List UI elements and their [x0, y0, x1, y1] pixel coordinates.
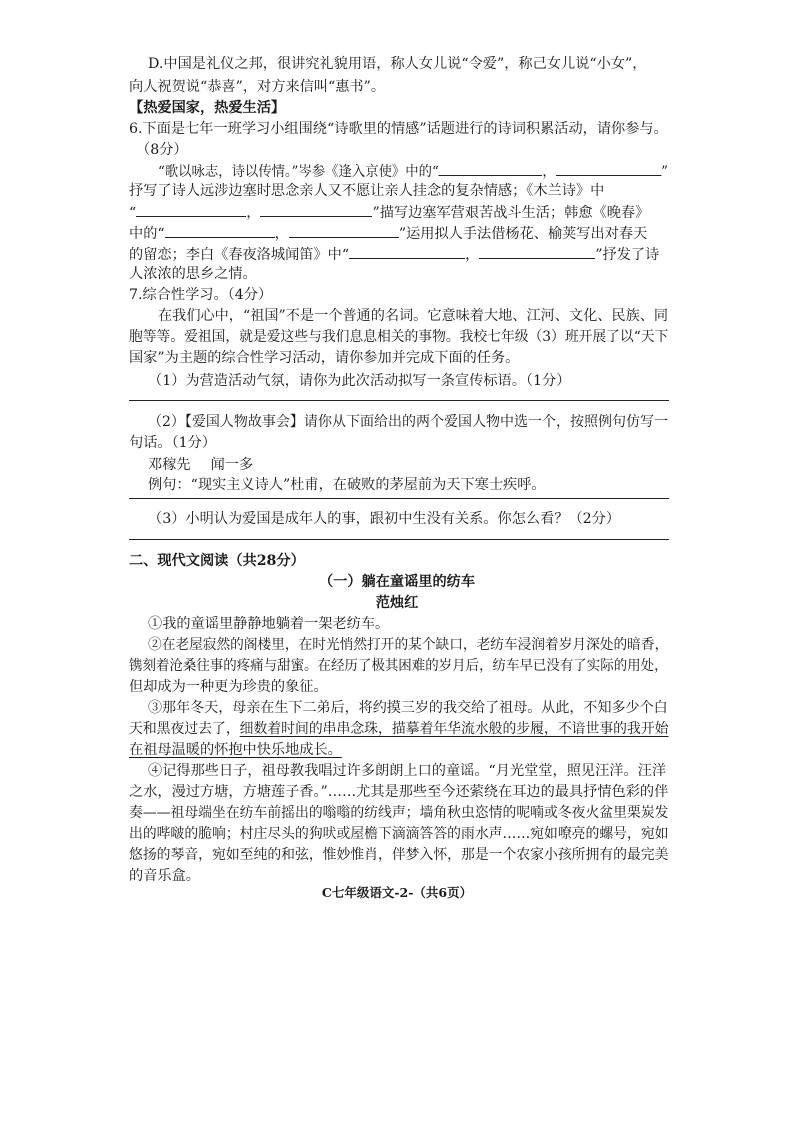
- paragraph-3-text: 天和黑夜过去了，: [129, 721, 240, 737]
- q5-option-d-line2: 向人祝贺说“恭喜”，对方来信叫“惠书”。: [129, 79, 386, 95]
- page-footer: C七年级语文-2-（共6页）: [321, 885, 473, 900]
- answer-blank[interactable]: [556, 163, 661, 176]
- answer-blank[interactable]: [136, 204, 246, 217]
- paragraph-4-line1: ④记得那些日子，祖母教我唱过许多朗朗上口的童谣。“月光堂堂，照见汪洋。汪洋: [148, 763, 667, 779]
- q6-line6: 人浓浓的思乡之情。: [129, 266, 257, 282]
- paragraph-3-line2: [129, 722, 669, 736]
- underlined-sentence: 细数着时间的串串念珠，描摹着年华流水般的步履，不谙世事的我开始: [239, 721, 669, 737]
- answer-blank[interactable]: [165, 225, 275, 238]
- q6-points: （8分）: [136, 142, 188, 158]
- q7-example: 例句：“现实主义诗人”杜甫，在破败的茅屋前为天下寒士疾呼。: [148, 477, 546, 493]
- q6-line4-text-b: ”运用拟人手法借杨花、榆荚写出对春天: [398, 226, 648, 242]
- comma: ，: [246, 205, 261, 221]
- q6-line5-text-a: 的留恋；李白《春夜洛城闻笛》中“: [129, 247, 350, 263]
- paragraph-4-line2: 之水，漫过方塘，方塘莲子香。”……尤其是那些至今还萦绕在耳边的最具抒情色彩的伴: [129, 784, 669, 800]
- answer-blank[interactable]: [349, 246, 465, 259]
- article-title: （一）躺在童谣里的纺车: [318, 574, 476, 590]
- q7-intro-line1: 在我们心中，“祖国”不是一个普通的名词。它意味着大地、江河、文化、民族、同: [158, 308, 669, 324]
- q7-sub2-line2: 句话。（1分）: [129, 435, 217, 451]
- q6-line2: 抒写了诗人远涉边塞时思念亲人又不愿让亲人挂念的复杂情感；《木兰诗》中: [129, 183, 605, 199]
- q6-line3-text: ”描写边塞军营艰苦战斗生活；韩愈《晚春》: [372, 205, 650, 221]
- answer-blank[interactable]: [439, 163, 543, 176]
- paragraph-2-line2: 镌刻着沧桑往事的疼痛与甜蜜。在经历了极其困难的岁月后，纺车早已没有了实际的用处，: [129, 658, 668, 674]
- article-author: 范烛红: [375, 595, 419, 611]
- answer-blank[interactable]: [479, 246, 595, 259]
- q5-option-d-line1: D.中国是礼仪之邦，很讲究礼貌用语，称人女儿说“令爱”，称己女儿说“小女”，: [148, 56, 647, 72]
- q7-persons: [148, 458, 253, 472]
- paragraph-2-line1: ②在老屋寂然的阁楼里，在时光悄然打开的某个缺口，老纺车浸润着岁月深处的暗香，: [148, 637, 669, 653]
- q7-intro-line2: 胞等等。爱祖国，就是爱这些与我们息息相关的事物。我校七年级（3）班开展了以“天下: [129, 329, 669, 345]
- paragraph-4-line4: 出的哔啵的脆响；村庄尽头的狗吠或屋檐下滴滴答答的雨水声……宛如嘹亮的螺号，宛如: [129, 826, 669, 842]
- q6-line3: [129, 204, 649, 220]
- person-wen-yiduo: 闻一多: [210, 457, 254, 473]
- answer-line[interactable]: [129, 539, 669, 540]
- q6-line4: [129, 225, 647, 241]
- person-deng-jiaxian: 邓稼先: [148, 457, 191, 473]
- q6-line1: [158, 163, 668, 179]
- answer-blank[interactable]: [289, 225, 399, 238]
- comma: ，: [542, 164, 556, 180]
- paragraph-3-line3-underlined: 在祖母温暖的怀抱中快乐地成长。: [129, 742, 342, 758]
- q6-line4-text-a: 中的“: [129, 226, 165, 242]
- answer-line[interactable]: [129, 498, 669, 499]
- answer-line[interactable]: [129, 400, 669, 401]
- paragraph-2-line3: 但却成为一种更为珍贵的象征。: [129, 679, 328, 695]
- answer-blank[interactable]: [260, 204, 372, 217]
- q7-sub2-line1: （2）【爱国人物故事会】请你从下面给出的两个爱国人物中选一个，按照例句仿写一: [148, 414, 669, 430]
- paragraph-4-line5: 悠扬的琴音，宛如至纯的和弦，惟妙惟肖，伴梦入怀，那是一个农家小孩所拥有的最完美: [129, 847, 669, 863]
- paragraph-4-line3: 奏——祖母端坐在纺车前摇出的嗡嗡的纺线声；墙角秋虫恣情的呢喃或冬夜火盆里栗炭发: [129, 805, 669, 821]
- quote-mark: ”: [661, 164, 668, 180]
- q7-title: 7.综合性学习。（4分）: [129, 287, 273, 303]
- paragraph-3-line1: ③那年冬天，母亲在生下二弟后，将约摸三岁的我交给了祖母。从此，不知多少个白: [148, 700, 668, 716]
- paragraph-4-line6: 的音乐盒。: [129, 868, 200, 884]
- part2-heading: 二、现代文阅读（共28分）: [129, 553, 305, 569]
- comma: ，: [274, 226, 289, 242]
- q6-line1-text: “歌以咏志，诗以传情。”岑参《逢入京使》中的“: [158, 164, 439, 180]
- q7-sub3: （3）小明认为爱国是成年人的事，跟初中生没有关系。你怎么看？（2分）: [148, 511, 621, 527]
- q6-line5-text-b: ”抒发了诗: [595, 247, 660, 263]
- q6-title: 6.下面是七年一班学习小组围绕“诗歌里的情感”话题进行的诗词积累活动，请你参与。: [129, 121, 668, 137]
- q7-sub1: （1）为营造活动气氛，请你为此次活动拟写一条宣传标语。（1分）: [148, 373, 571, 389]
- comma: ，: [465, 247, 480, 263]
- quote-mark: “: [129, 205, 137, 221]
- q6-line5: [129, 246, 659, 262]
- q7-intro-line3: 国家”为主题的综合性学习活动，请你参加并完成下面的任务。: [129, 350, 520, 366]
- section-tag: 【热爱国家，热爱生活】: [129, 100, 286, 116]
- paragraph-1: ①我的童谣里静静地躺着一架老纺车。: [148, 616, 390, 632]
